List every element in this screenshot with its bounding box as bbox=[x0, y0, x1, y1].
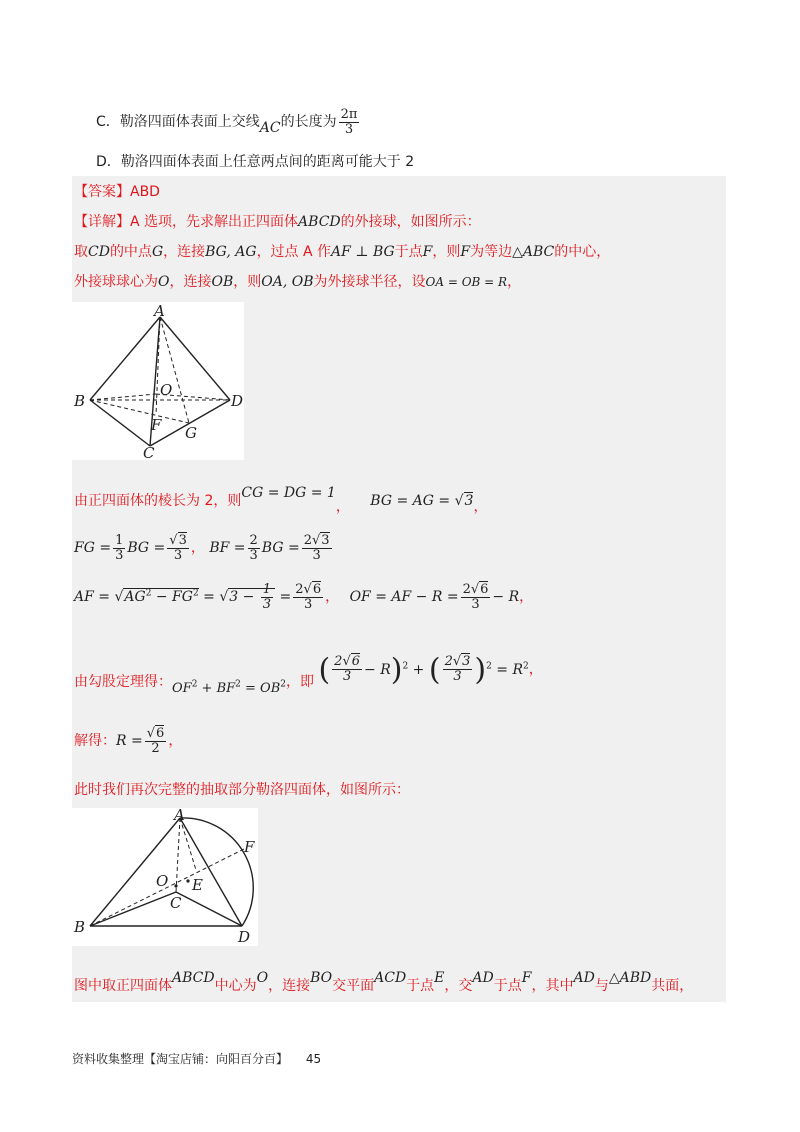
answer-line: 【答案】ABD bbox=[74, 184, 160, 200]
reuleaux-figure bbox=[72, 808, 258, 946]
detail-text: 的中心， bbox=[554, 244, 611, 260]
detail-text: 由正四面体的棱长为 2，则 bbox=[74, 493, 242, 509]
fig1-label-d: D bbox=[231, 392, 244, 410]
option-d: D．勒洛四面体表面上任意两点间的距离可能大于 2 bbox=[96, 154, 415, 170]
detail-text: 于点 bbox=[493, 978, 522, 994]
detail-text: 为等边 bbox=[470, 244, 513, 260]
detail-text: ，过点 A 作 bbox=[256, 244, 332, 260]
detail-text: 的中点 bbox=[109, 244, 152, 260]
detail-text: ，则 bbox=[432, 244, 461, 260]
page-number: 45 bbox=[305, 1052, 322, 1066]
fig2-label-a: A bbox=[174, 808, 185, 824]
fig1-label-c: C bbox=[143, 444, 155, 460]
detail-text: 中心为 bbox=[214, 978, 257, 994]
option-c-prefix: C．勒洛四面体表面上交线 bbox=[96, 114, 260, 131]
detail-text: 由勾股定理得： bbox=[74, 673, 172, 690]
detail-line-1: 【详解】A 选项，先求解出正四面体ABCD的外接球，如图所示： bbox=[74, 214, 481, 230]
fig2-label-b: B bbox=[74, 918, 86, 936]
detail-text: 与 bbox=[594, 978, 609, 994]
detail-text: ，交 bbox=[444, 978, 473, 994]
detail-text: ，其中 bbox=[531, 978, 574, 994]
fig2-label-o: O bbox=[156, 872, 169, 890]
fig2-label-d: D bbox=[238, 928, 251, 946]
detail-text: A 选项，先求解出正四面体 bbox=[130, 214, 299, 230]
detail-text: ，即 bbox=[286, 673, 314, 690]
fig2-label-c: C bbox=[170, 894, 182, 912]
edge-length-line: 由正四面体的棱长为 2，则CG = DG = 1， BG = AG = √3， bbox=[74, 485, 488, 515]
again-line: 此时我们再次完整的抽取部分勒洛四面体，如图所示： bbox=[74, 782, 410, 798]
fig1-label-g: G bbox=[185, 424, 197, 442]
detail-text: ， bbox=[507, 274, 522, 290]
option-c-arc: AC bbox=[259, 120, 281, 137]
last-line: 图中取正四面体ABCD中心为O，连接BO交平面ACD于点E，交AD于点F，其中AD与△ABD共面， bbox=[74, 970, 694, 994]
detail-text: 于点 bbox=[394, 244, 423, 260]
page-footer bbox=[72, 1050, 321, 1067]
detail-text: ，连接 bbox=[163, 244, 206, 260]
detail-text: 为外接球半径，设 bbox=[313, 274, 426, 290]
af-of-line: AF = $√AG^2 - FG^2 = √3$ − $\frac{1}{3}$ = $\frac{2√6}{3}$ ， OF = AF − R = $\frac{2√6}{3}$ − R， bbox=[74, 582, 534, 612]
detail-text: 解得： bbox=[74, 733, 116, 750]
solve-line: 解得：R = $\frac{√6}{2}$ ， bbox=[74, 726, 183, 756]
detail-line-2: 取CD的中点G，连接BG, AG，过点 A 作AF ⊥ BG于点F，则F为等边△ABC的中心， bbox=[74, 244, 611, 260]
detail-text: 图中取正四面体 bbox=[74, 978, 172, 994]
detail-text: 共面， bbox=[651, 978, 694, 994]
fig2-label-f: F bbox=[244, 838, 255, 856]
detail-text: ，则 bbox=[233, 274, 262, 290]
fig1-label-a: A bbox=[154, 302, 165, 320]
pythagoras-line: 由勾股定理得：$OF^2 + BF^2 = OB^2$，即 ( $\frac{2√6}{3}$ − R)$^2$ + ( $\frac{2√3}{3}$ )$^2 = R^2$， bbox=[74, 652, 543, 696]
detail-text: 取 bbox=[74, 244, 88, 260]
fig1-label-f: F bbox=[151, 416, 162, 434]
detail-text: 于点 bbox=[406, 978, 435, 994]
detail-text: 交平面 bbox=[332, 978, 375, 994]
fig2-label-e: E bbox=[192, 876, 203, 894]
footer-source: 资料收集整理【淘宝店铺：向阳百分百】 bbox=[72, 1052, 289, 1066]
fig1-label-o: O bbox=[160, 381, 173, 399]
fg-bf-line: FG = $\frac{1}{3}$ BG = $\frac{√3}{3}$ ， BF = $\frac{2}{3}$ BG = $\frac{2√3}{3}$ bbox=[74, 533, 330, 563]
detail-label: 【详解】 bbox=[74, 214, 130, 230]
fig1-label-b: B bbox=[74, 392, 86, 410]
detail-text: 的外接球，如图所示： bbox=[340, 214, 481, 230]
detail-text: 外接球球心为 bbox=[74, 274, 158, 290]
option-c-mid: 的长度为 bbox=[280, 114, 337, 131]
detail-text: ，连接 bbox=[169, 274, 212, 290]
tetrahedron-figure bbox=[72, 302, 244, 460]
option-c-value: $\frac{2\pi}{3}$ bbox=[340, 107, 358, 137]
option-c bbox=[96, 108, 361, 136]
detail-line-3: 外接球球心为O，连接OB，则OA, OB为外接球半径，设OA = OB = R， bbox=[74, 274, 522, 290]
detail-text: ，连接 bbox=[268, 978, 311, 994]
